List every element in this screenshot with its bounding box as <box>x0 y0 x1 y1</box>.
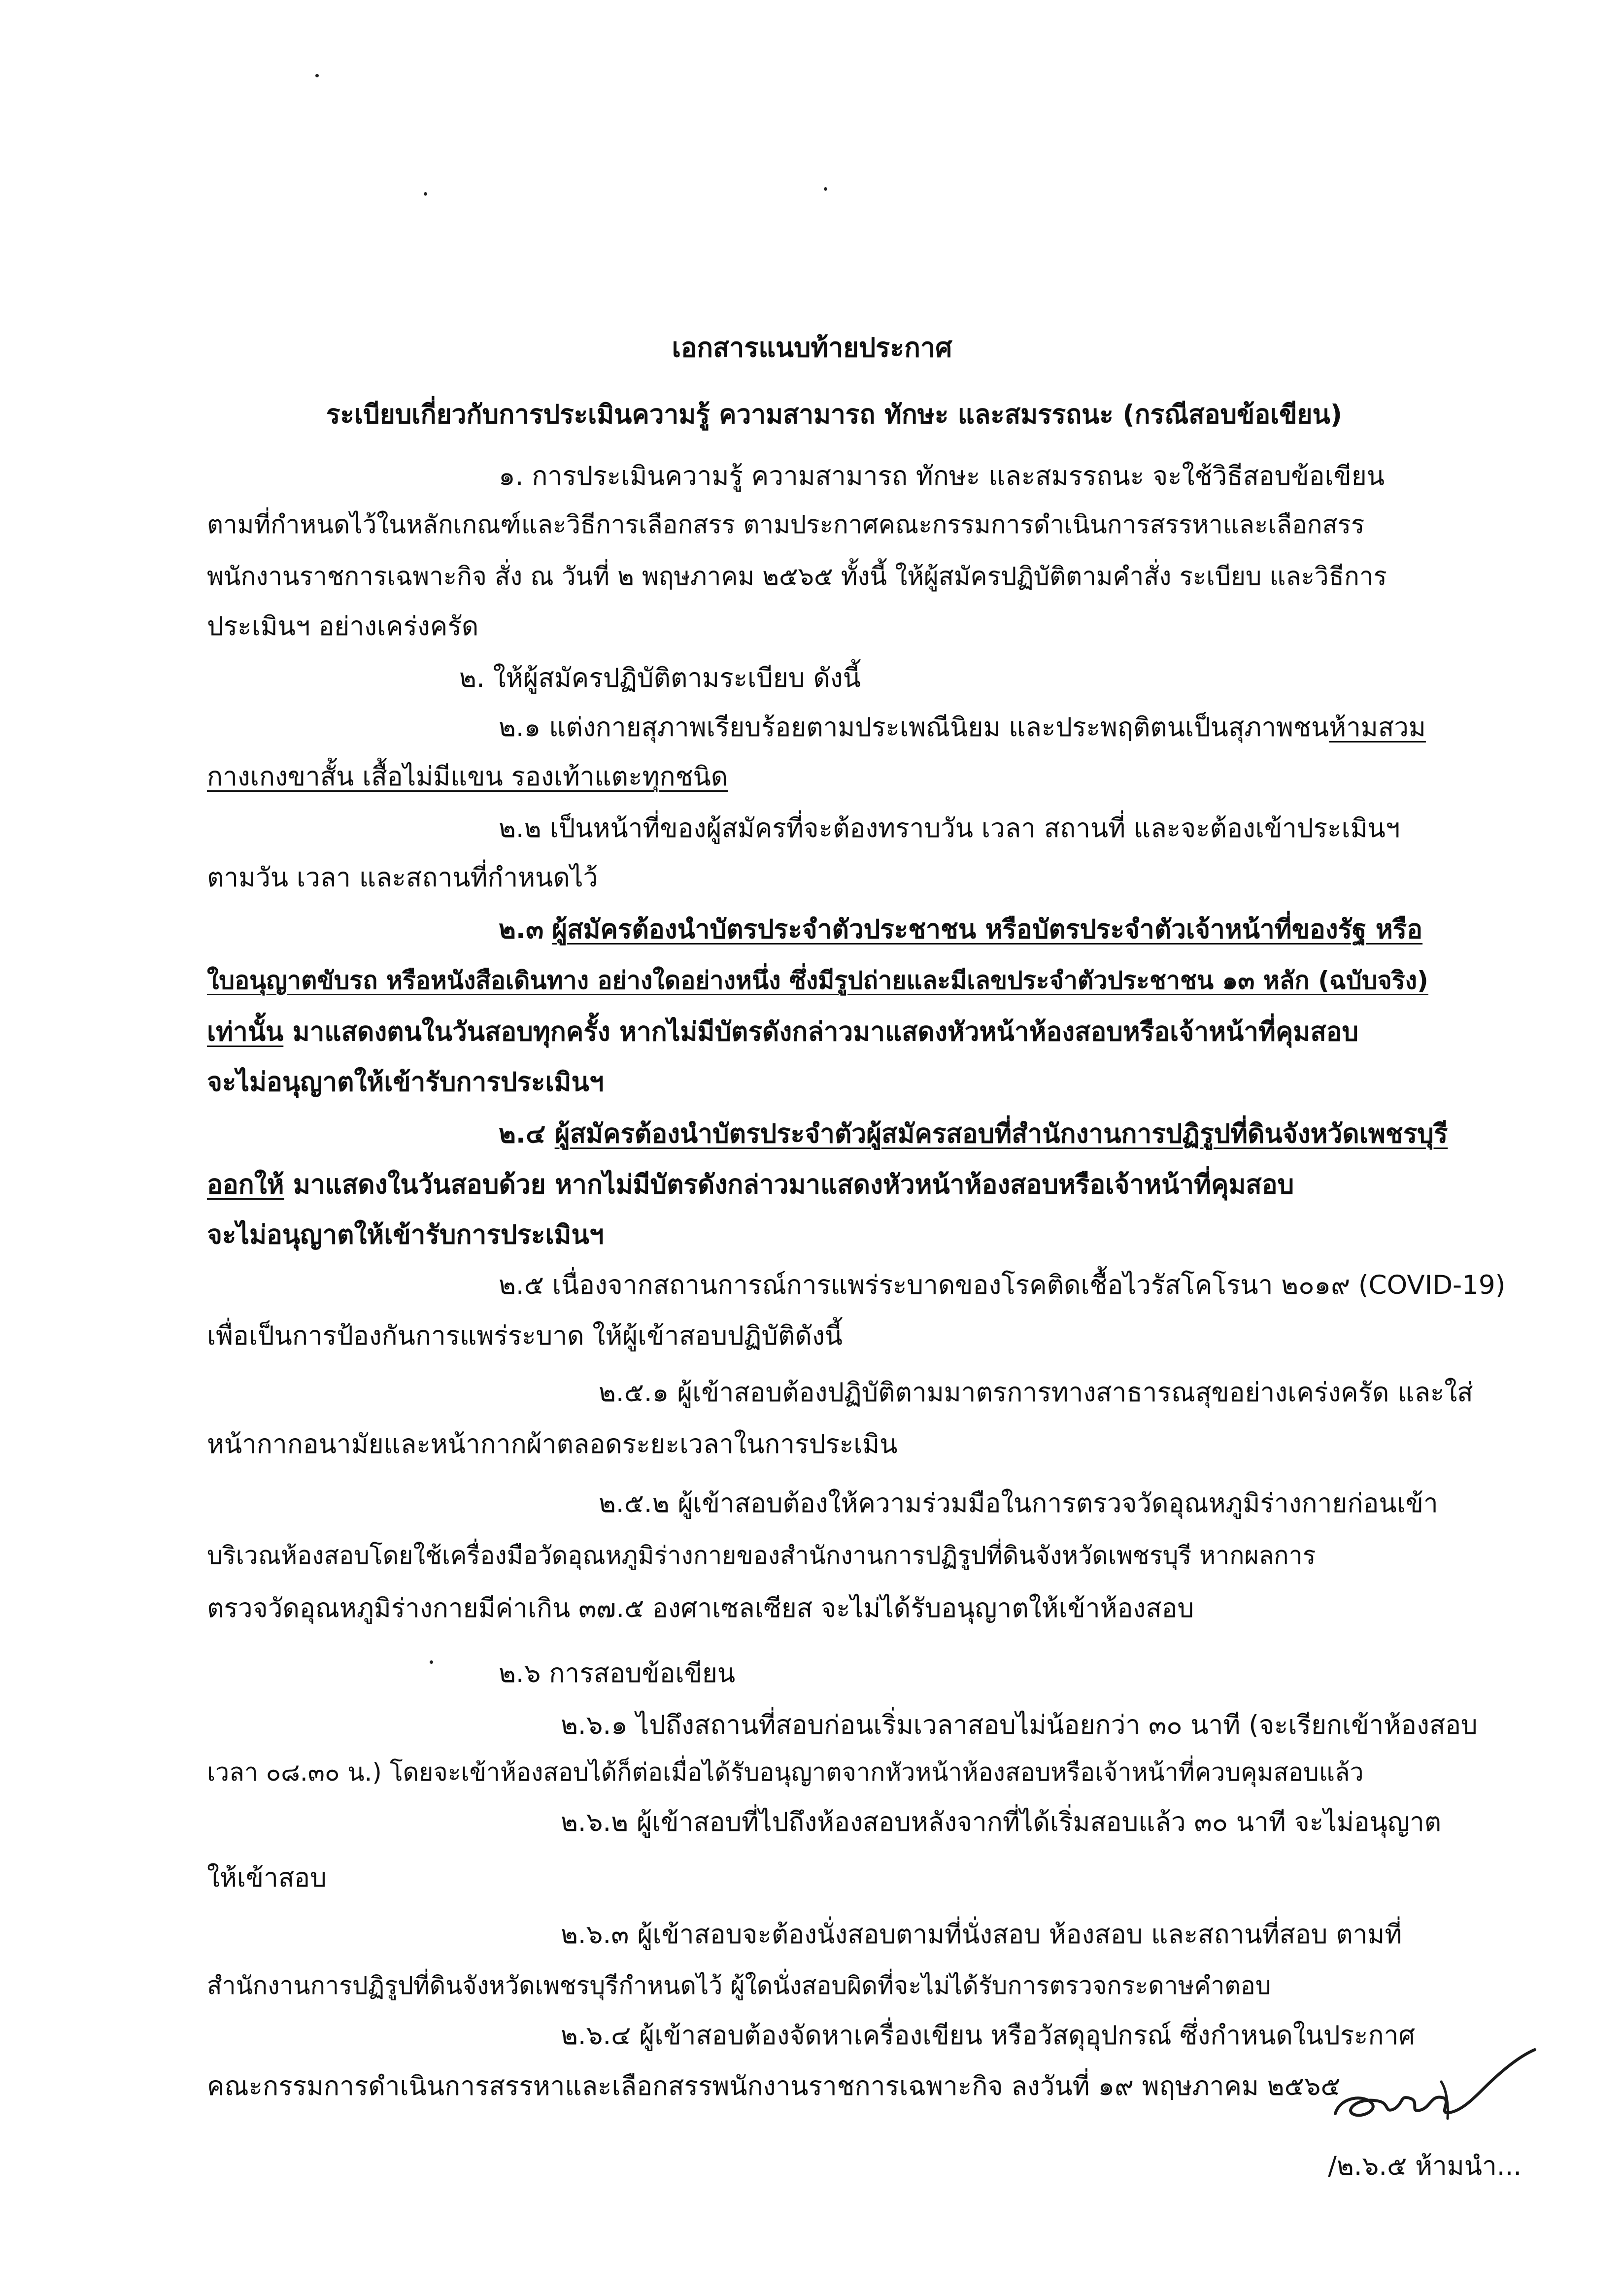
item-2-5-2-line2: บริเวณห้องสอบโดยใช้เครื่องมือวัดอุณหภูมิร่างกายของสำนักงานการปฏิรูปที่ดินจังหวัดเพชรบุรี หากผลการ <box>207 1541 1316 1570</box>
item-2-4-line1 <box>499 1121 1448 1147</box>
item-2-2-line1: ๒.๒ เป็นหน้าที่ของผู้สมัครที่จะต้องทราบวัน เวลา สถานที่ และจะต้องเข้าประเมินฯ <box>499 813 1400 844</box>
item-2-3-only: เท่านั้น <box>207 1017 284 1047</box>
section1-line2: ตามที่กำหนดไว้ในหลักเกณฑ์และวิธีการเลือกสรร ตามประกาศคณะกรรมการดำเนินการสรรหาและเลือกสรร <box>207 510 1365 540</box>
item-2-6-2-line2: ให้เข้าสอบ <box>207 1863 327 1893</box>
item-2-3-line4: จะไม่อนุญาตให้เข้ารับการประเมินฯ <box>207 1067 604 1097</box>
item-2-3-line1 <box>499 916 1422 943</box>
item-2-5-1-line1: ๒.๕.๑ ผู้เข้าสอบต้องปฏิบัติตามมาตรการทางสาธารณสุขอย่างเคร่งครัด และใส่ <box>599 1378 1473 1408</box>
item-2-6-1-line1: ๒.๖.๑ ไปถึงสถานที่สอบก่อนเริ่มเวลาสอบไม่น้อยกว่า ๓๐ นาที (จะเรียกเข้าห้องสอบ <box>561 1710 1478 1740</box>
item-2-3-number: ๒.๓ <box>499 914 544 945</box>
item-2-6-heading: ๒.๖ การสอบข้อเขียน <box>499 1658 736 1688</box>
item-2-4-line2 <box>207 1172 1294 1198</box>
item-2-1-line1 <box>499 714 1426 741</box>
item-2-6-3-line1: ๒.๖.๓ ผู้เข้าสอบจะต้องนั่งสอบตามที่นั่งสอบ ห้องสอบ และสถานที่สอบ ตามที่ <box>561 1920 1402 1950</box>
item-2-6-3-line2: สำนักงานการปฏิรูปที่ดินจังหวัดเพชรบุรีกำหนดไว้ ผู้ใดนั่งสอบผิดที่จะไม่ได้รับการตรวจกระดาษคำตอบ <box>207 1971 1271 2000</box>
item-2-6-4-line1: ๒.๖.๔ ผู้เข้าสอบต้องจัดหาเครื่องเขียน หรือวัสดุอุปกรณ์ ซึ่งกำหนดในประกาศ <box>561 2021 1416 2051</box>
continuation-marker: /๒.๖.๕ ห้ามนำ... <box>1328 2151 1522 2181</box>
document-subtitle: ระเบียบเกี่ยวกับการประเมินความรู้ ความสามารถ ทักษะ และสมรรถนะ (กรณีสอบข้อเขียน) <box>326 400 1343 430</box>
scan-speck <box>430 1660 433 1664</box>
item-2-3-line2: ใบอนุญาตขับรถ หรือหนังสือเดินทาง อย่างใดอย่างหนึ่ง ซึ่งมีรูปถ่ายและมีเลขประจำตัวประชาชน ๑๓ หลัก (ฉบับจริง) <box>207 966 1428 995</box>
item-2-3-rest: มาแสดงตนในวันสอบทุกครั้ง หากไม่มีบัตรดังกล่าวมาแสดงหัวหน้าห้องสอบหรือเจ้าหน้าที่คุมสอบ <box>292 1017 1359 1047</box>
item-2-1-text: ๒.๑ แต่งกายสุภาพเรียบร้อยตามประเพณีนิยม และประพฤติตนเป็นสุภาพชน <box>499 712 1329 742</box>
scan-speck <box>824 187 827 191</box>
item-2-5-2-line3: ตรวจวัดอุณหภูมิร่างกายมีค่าเกิน ๓๗.๕ องศาเซลเซียส จะไม่ได้รับอนุญาตให้เข้าห้องสอบ <box>207 1593 1194 1623</box>
item-2-5-2-line1: ๒.๕.๒ ผู้เข้าสอบต้องให้ความร่วมมือในการตรวจวัดอุณหภูมิร่างกายก่อนเข้า <box>599 1488 1438 1519</box>
section2-heading: ๒. ให้ผู้สมัครปฏิบัติตามระเบียบ ดังนี้ <box>459 663 861 693</box>
item-2-5-line1: ๒.๕ เนื่องจากสถานการณ์การแพร่ระบาดของโรคติดเชื้อไวรัสโคโรนา ๒๐๑๙ (COVID-19) <box>499 1270 1506 1300</box>
item-2-6-4-line2: คณะกรรมการดำเนินการสรรหาและเลือกสรรพนักงานราชการเฉพาะกิจ ลงวันที่ ๑๙ พฤษภาคม ๒๕๖๕ <box>207 2071 1341 2101</box>
item-2-4-issued: ออกให้ <box>207 1170 284 1200</box>
document-title: เอกสารแนบท้ายประกาศ <box>672 332 952 363</box>
section1-line3: พนักงานราชการเฉพาะกิจ สั่ง ณ วันที่ ๒ พฤษภาคม ๒๕๖๕ ทั้งนี้ ให้ผู้สมัครปฏิบัติตามคำสั่ง ระเบียบ และวิธีการ <box>207 562 1387 591</box>
item-2-5-line2: เพื่อเป็นการป้องกันการแพร่ระบาด ให้ผู้เข้าสอบปฏิบัติดังนี้ <box>207 1321 843 1351</box>
section1-line1: ๑. การประเมินความรู้ ความสามารถ ทักษะ และสมรรถนะ จะใช้วิธีสอบข้อเขียน <box>499 461 1385 491</box>
item-2-1-line2: กางเกงขาสั้น เสื้อไม่มีแขน รองเท้าแตะทุกชนิด <box>207 762 728 792</box>
item-2-4-number: ๒.๔ <box>499 1119 546 1149</box>
scan-speck <box>315 74 319 77</box>
item-2-4-line3: จะไม่อนุญาตให้เข้ารับการประเมินฯ <box>207 1220 604 1250</box>
item-2-6-2-line1: ๒.๖.๒ ผู้เข้าสอบที่ไปถึงห้องสอบหลังจากที่ได้เริ่มสอบแล้ว ๓๐ นาที จะไม่อนุญาต <box>561 1807 1442 1837</box>
item-2-5-1-line2: หน้ากากอนามัยและหน้ากากผ้าตลอดระยะเวลาในการประเมิน <box>207 1429 898 1459</box>
item-2-2-line2: ตามวัน เวลา และสถานที่กำหนดไว้ <box>207 863 598 893</box>
item-2-4-underlined: ผู้สมัครต้องนำบัตรประจำตัวผู้สมัครสอบที่สำนักงานการปฏิรูปที่ดินจังหวัดเพชรบุรี <box>554 1119 1448 1149</box>
scan-speck <box>424 192 427 196</box>
signature-mark <box>1325 2045 1542 2143</box>
item-2-6-1-line2: เวลา ๐๘.๓๐ น.) โดยจะเข้าห้องสอบได้ก็ต่อเมื่อได้รับอนุญาตจากหัวหน้าห้องสอบหรือเจ้าหน้าที่ควบคุมสอบแล้ว <box>207 1758 1364 1787</box>
section1-line4: ประเมินฯ อย่างเคร่งครัด <box>207 611 479 641</box>
item-2-4-rest: มาแสดงในวันสอบด้วย หากไม่มีบัตรดังกล่าวมาแสดงหัวหน้าห้องสอบหรือเจ้าหน้าที่คุมสอบ <box>293 1170 1294 1200</box>
item-2-3-underlined: ผู้สมัครต้องนำบัตรประจำตัวประชาชน หรือบัตรประจำตัวเจ้าหน้าที่ของรัฐ หรือ <box>552 914 1423 945</box>
item-2-1-underlined: ห้ามสวม <box>1329 712 1426 742</box>
item-2-3-line3 <box>207 1019 1358 1045</box>
